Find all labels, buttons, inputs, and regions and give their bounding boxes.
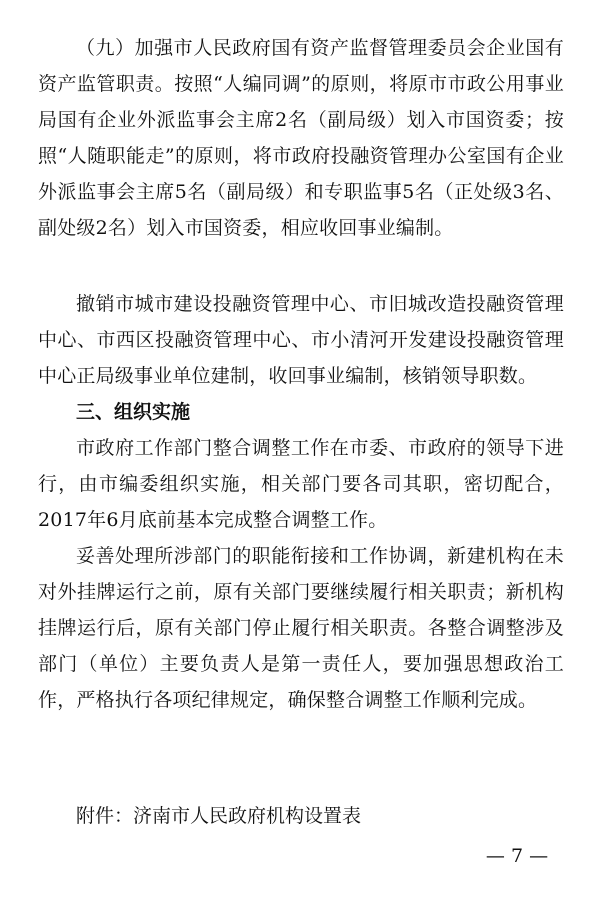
- attachment-note: 附件：济南市人民政府机构设置表: [76, 805, 362, 827]
- paragraph-implementation: 市政府工作部门整合调整工作在市委、市政府的领导下进行，由市编委组织实施，相关部门要各司其职，密切配合，2017年6月底前基本完成整合调整工作。: [38, 437, 564, 531]
- paragraph-supervision-duties: （九）加强市人民政府国有资产监督管理委员会企业国有资产监管职责。按照“人编同调”的原则，将原市市政公用事业局国有企业外派监事会主席2名（副局级）划入市国资委；按照“人随职能走”的原则，将市政府投融资管理办公室国有企业外派监事会主席5名（副局级）和专职监事5名（正处级3名、副处级2名）划入市国资委，相应收回事业编制。: [38, 37, 564, 239]
- section-heading: 三、组织实施: [76, 401, 191, 423]
- page-number: — 7 —: [485, 845, 549, 867]
- paragraph-abolish-centers: 撤销市城市建设投融资管理中心、市旧城改造投融资管理中心、市西区投融资管理中心、市小清河开发建设投融资管理中心正局级事业单位建制，收回事业编制，核销领导职数。: [38, 293, 564, 387]
- paragraph-coordination: 妥善处理所涉部门的职能衔接和工作协调，新建机构在未对外挂牌运行之前，原有关部门要继续履行相关职责；新机构挂牌运行后，原有关部门停止履行相关职责。各整合调整涉及部门（单位）主要负责人是第一责任人，要加强思想政治工作，严格执行各项纪律规定，确保整合调整工作顺利完成。: [38, 545, 564, 711]
